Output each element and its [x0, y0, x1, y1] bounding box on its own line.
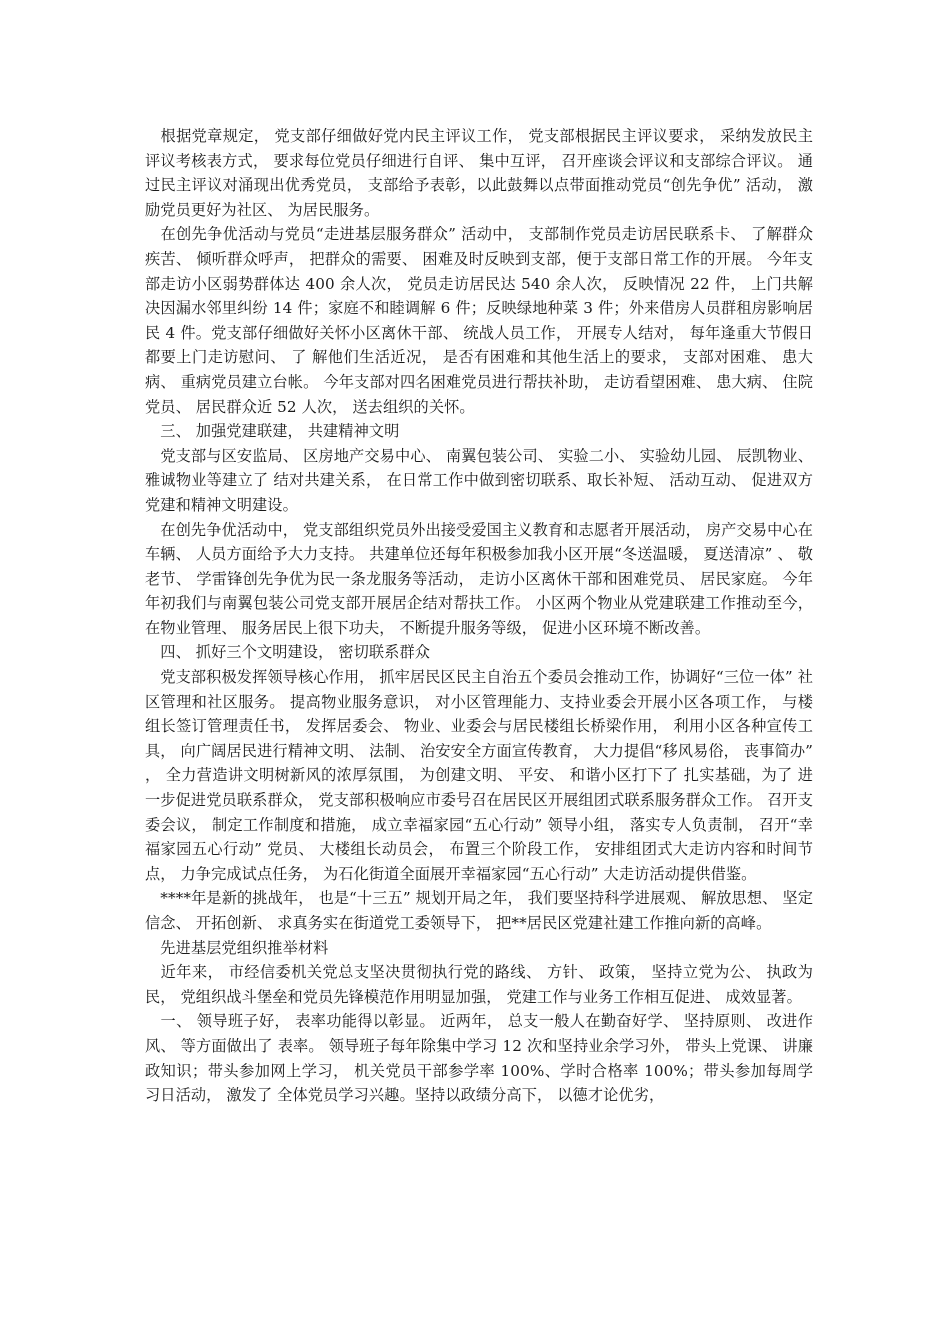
paragraph-core-role: 党支部积极发挥领导核心作用， 抓牢居民区民主自治五个委员会推动工作，协调好“三位一体” 社区管理和社区服务。 提高物业服务意识， 对小区管理能力、支持业委会开展小区各项工作， 与楼组长签订管理责任书， 发挥居委会、 物业、业委会与居民楼组长桥梁作用， 利用小区各种宣传工具， 向广阔居民进行精神文明、 法制、 治安安全方面宣传教育， 大力提倡“移风易俗， 丧事简办” ， 全力营造讲文明树新风的浓厚氛围， 为创建文明、 平安、 和谐小区打下了 扎实基础，为了 进一步促进党员联系群众， 党支部积极响应市委号召在居民区开展组团式联系服务群众工作。 召开支委会议， 制定工作制度和措施， 成立幸福家园“五心行动” 领导小组， 落实专人负责制， 召开“幸福家园五心行动” 党员、 大楼组长动员会， 布置三个阶段工作， 安排组团式大走访内容和时间节点， 力争完成试点任务， 为石化街道全面展开幸福家园“五心行动” 大走访活动提供借鉴。 [145, 668, 813, 883]
paragraph-democratic-review: 根据党章规定， 党支部仔细做好党内民主评议工作， 党支部根据民主评议要求， 采纳发放民主评议考核表方式， 要求每位党员仔细进行自评、 集中互评， 召开座谈会评议和支部综合评议。 通过民主评议对涌现出优秀党员， 支部给予表彰，以此鼓舞以点带面推动党员“创先争优” 活动， 激励党员更好为社区、 为居民服务。 [145, 127, 813, 219]
section-title-recommendation: 先进基层党组织推举材料 [145, 938, 329, 957]
paragraph-leadership: 一、 领导班子好， 表率功能得以彰显。 近两年， 总支一般人在勤奋好学、 坚持原则、 改进作风、 等方面做出了 表率。 领导班子每年除集中学习 12 次和坚持业余学习外， 带头上党课、 讲廉政知识；带头参加网上学习， 机关党员干部参学率 100%、学时合格率 100%；带头参加每周学习日活动， 激发了 全体党员学习兴趣。坚持以政绩分高下， 以德才论优劣， [145, 1012, 813, 1105]
paragraph-visiting-residents: 在创先争优活动与党员“走进基层服务群众” 活动中， 支部制作党员走访居民联系卡、 了解群众疾苦、 倾听群众呼声， 把群众的需要、 困难及时反映到支部，便于支部日常工作的开展。 今年支部走访小区弱势群体达 400 余人次， 党员走访居民达 540 余人次， 反映情况 22 件， 上门共解决因漏水邻里纠纷 14 件；家庭不和睦调解 6 件；反映绿地种菜 3 件；外来借房人员群租房影响居民 4 件。党支部仔细做好关怀小区离休干部、 统战人员工作， 开展专人结对， 每年逢重大节假日都要上门走访慰问、 了 解他们生活近况， 是否有困难和其他生活上的要求， 支部对困难、 患大病、 重病党员建立台帐。 今年支部对四名困难党员进行帮扶补助， 走访看望困难、 患大病、 住院党员、 居民群众近 52 人次， 送去组织的关怀。 [145, 225, 813, 416]
document-body [145, 124, 813, 1108]
paragraph-volunteer-activities: 在创先争优活动中， 党支部组织党员外出接受爱国主义教育和志愿者开展活动， 房产交易中心在车辆、 人员方面给予大力支持。 共建单位还每年积极参加我小区开展“冬送温暖， 夏送清凉” 、 敬老节、 学雷锋创先争优为民一条龙服务等活动， 走访小区离休干部和困难党员、 居民家庭。 今年年初我们与南翼包装公司党支部开展居企结对帮扶工作。 小区两个物业从党建联建工作推动至今， 在物业管理、 服务居民上很下功夫， 不断提升服务等级， 促进小区环境不断改善。 [145, 520, 813, 637]
section-heading-4: 四、 抓好三个文明建设， 密切联系群众 [145, 643, 431, 662]
paragraph-recent-years: 近年来， 市经信委机关党总支坚决贯彻执行党的路线、 方针、 政策， 坚持立党为公、 执政为民， 党组织战斗堡垒和党员先锋模范作用明显加强， 党建工作与业务工作相互促进、 成效显著。 [145, 963, 813, 1006]
paragraph-joint-building: 党支部与区安监局、 区房地产交易中心、 南翼包装公司、 实验二小、 实验幼儿园、 辰凯物业、 雅诚物业等建立了 结对共建关系， 在日常工作中做到密切联系、取长补短、 活动互动、 促进双方党建和精神文明建设。 [145, 446, 813, 514]
section-heading-3: 三、 加强党建联建， 共建精神文明 [145, 422, 400, 441]
paragraph-new-year: ****年是新的挑战年， 也是“十三五” 规划开局之年， 我们要坚持科学进展观、 解放思想、 坚定信念、 开拓创新、 求真务实在街道党工委领导下， 把**居民区党建社建工作推向新的高峰。 [145, 889, 813, 932]
